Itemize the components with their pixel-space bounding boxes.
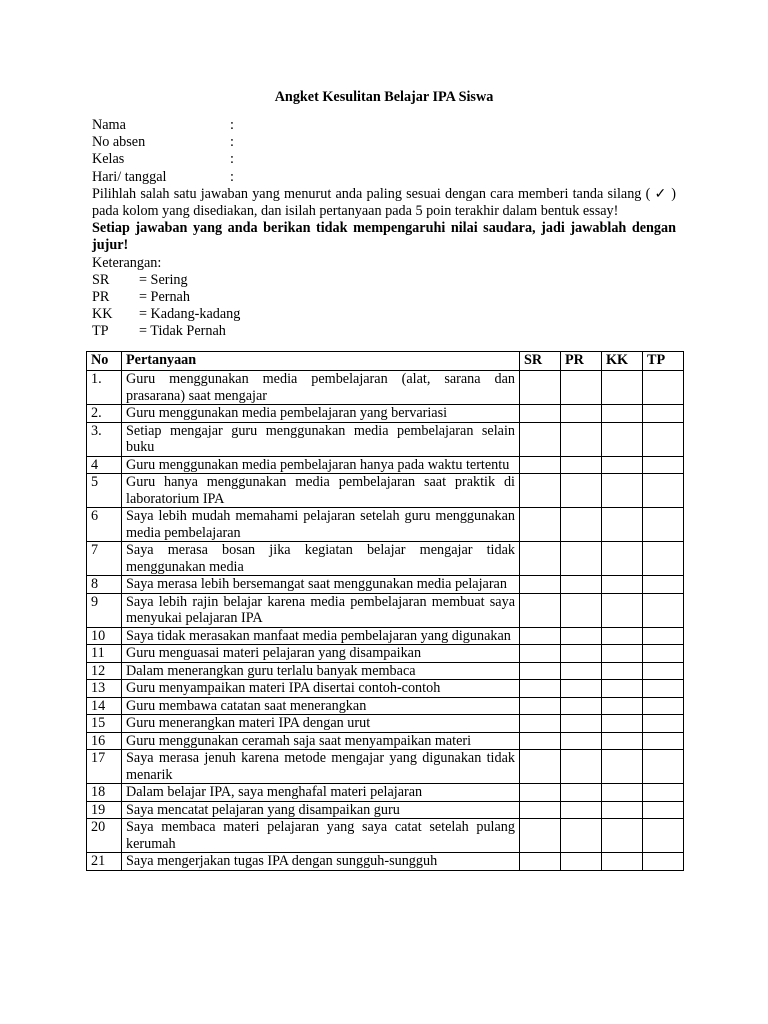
row-question: Saya lebih mudah memahami pelajaran setelah guru menggunakan media pembelajaran (122, 508, 520, 542)
row-number: 4 (87, 456, 122, 474)
table-row (87, 474, 684, 508)
table-row (87, 645, 684, 663)
answer-cell-sr[interactable] (520, 405, 561, 423)
answer-cell-pr[interactable] (561, 422, 602, 456)
answer-cell-tp[interactable] (643, 627, 684, 645)
document-title: Angket Kesulitan Belajar IPA Siswa (274, 89, 494, 105)
answer-cell-pr[interactable] (561, 508, 602, 542)
row-number: 17 (87, 750, 122, 784)
answer-cell-sr[interactable] (520, 508, 561, 542)
row-question: Guru membawa catatan saat menerangkan (122, 697, 520, 715)
table-row (87, 627, 684, 645)
table-row (87, 680, 684, 698)
answer-cell-sr[interactable] (520, 371, 561, 405)
legend-desc: = Sering (139, 271, 188, 288)
row-question: Setiap mengajar guru menggunakan media pembelajaran selain buku (122, 422, 520, 456)
answer-cell-kk[interactable] (602, 784, 643, 802)
answer-cell-pr[interactable] (561, 645, 602, 663)
answer-cell-tp[interactable] (643, 819, 684, 853)
field-row (92, 134, 676, 151)
answer-cell-sr[interactable] (520, 593, 561, 627)
field-separator[interactable]: : (230, 168, 234, 185)
header-kk: KK (602, 352, 643, 371)
legend-code: TP (92, 323, 109, 340)
field-separator[interactable]: : (230, 134, 234, 151)
row-number: 21 (87, 853, 122, 871)
row-number: 15 (87, 715, 122, 733)
intro-section (92, 117, 676, 341)
field-label: Hari/ tanggal (92, 168, 167, 185)
table-row (87, 732, 684, 750)
answer-cell-tp[interactable] (643, 662, 684, 680)
answer-cell-kk[interactable] (602, 697, 643, 715)
table-header-row (87, 352, 684, 371)
field-row (92, 169, 676, 186)
answer-cell-kk[interactable] (602, 542, 643, 576)
row-number: 7 (87, 542, 122, 576)
answer-cell-sr[interactable] (520, 801, 561, 819)
table-row (87, 542, 684, 576)
table-row (87, 405, 684, 423)
honesty-note: Setiap jawaban yang anda berikan tidak mempengaruhi nilai saudara, jadi jawablah dengan jujur! (92, 220, 676, 254)
answer-cell-sr[interactable] (520, 819, 561, 853)
instruction-text: Pilihlah salah satu jawaban yang menurut anda paling sesuai dengan cara memberi tanda silang ( ✓ ) pada kolom yang disediakan, dan isilah pertanyaan pada 5 poin terakhir dalam bentuk essay! (92, 185, 676, 220)
answer-cell-sr[interactable] (520, 645, 561, 663)
answer-cell-tp[interactable] (643, 405, 684, 423)
answer-cell-tp[interactable] (643, 801, 684, 819)
answer-cell-pr[interactable] (561, 662, 602, 680)
answer-cell-tp[interactable] (643, 715, 684, 733)
header-sr: SR (520, 352, 561, 371)
answer-cell-pr[interactable] (561, 371, 602, 405)
table-row (87, 662, 684, 680)
answer-cell-tp[interactable] (643, 853, 684, 871)
row-question: Dalam belajar IPA, saya menghafal materi pelajaran (122, 784, 520, 802)
answer-cell-kk[interactable] (602, 732, 643, 750)
answer-cell-pr[interactable] (561, 715, 602, 733)
answer-cell-sr[interactable] (520, 422, 561, 456)
header-tp: TP (643, 352, 684, 371)
row-question: Guru menggunakan media pembelajaran yang bervariasi (122, 405, 520, 423)
row-number: 16 (87, 732, 122, 750)
header-pr: PR (561, 352, 602, 371)
row-number: 11 (87, 645, 122, 663)
questionnaire-table (86, 351, 684, 871)
table-row (87, 593, 684, 627)
answer-cell-pr[interactable] (561, 474, 602, 508)
row-number: 10 (87, 627, 122, 645)
legend-title: Keterangan: (92, 254, 162, 271)
answer-cell-tp[interactable] (643, 750, 684, 784)
table-body (87, 371, 684, 871)
answer-cell-tp[interactable] (643, 697, 684, 715)
row-number: 8 (87, 576, 122, 594)
answer-cell-tp[interactable] (643, 508, 684, 542)
answer-cell-tp[interactable] (643, 593, 684, 627)
answer-cell-pr[interactable] (561, 819, 602, 853)
answer-cell-sr[interactable] (520, 750, 561, 784)
table-row (87, 853, 684, 871)
answer-cell-pr[interactable] (561, 576, 602, 594)
answer-cell-sr[interactable] (520, 542, 561, 576)
answer-cell-sr[interactable] (520, 732, 561, 750)
answer-cell-sr[interactable] (520, 853, 561, 871)
answer-cell-pr[interactable] (561, 853, 602, 871)
row-question: Saya lebih rajin belajar karena media pembelajaran membuat saya menyukai pelajaran IPA (122, 593, 520, 627)
answer-cell-sr[interactable] (520, 680, 561, 698)
answer-cell-kk[interactable] (602, 819, 643, 853)
row-number: 20 (87, 819, 122, 853)
row-number: 3. (87, 422, 122, 456)
header-no: No (87, 352, 122, 371)
header-question: Pertanyaan (122, 352, 520, 371)
row-question: Guru hanya menggunakan media pembelajaran saat praktik di laboratorium IPA (122, 474, 520, 508)
row-number: 12 (87, 662, 122, 680)
answer-cell-pr[interactable] (561, 801, 602, 819)
row-question: Guru menggunakan ceramah saja saat menyampaikan materi (122, 732, 520, 750)
answer-cell-tp[interactable] (643, 645, 684, 663)
field-row (92, 117, 676, 134)
answer-cell-pr[interactable] (561, 680, 602, 698)
answer-cell-kk[interactable] (602, 371, 643, 405)
row-number: 2. (87, 405, 122, 423)
legend-desc: = Tidak Pernah (139, 323, 226, 340)
answer-cell-tp[interactable] (643, 456, 684, 474)
row-question: Dalam menerangkan guru terlalu banyak membaca (122, 662, 520, 680)
answer-cell-kk[interactable] (602, 508, 643, 542)
answer-cell-kk[interactable] (602, 593, 643, 627)
answer-cell-kk[interactable] (602, 853, 643, 871)
legend-item (92, 289, 676, 306)
answer-cell-sr[interactable] (520, 784, 561, 802)
answer-cell-sr[interactable] (520, 715, 561, 733)
table-row (87, 801, 684, 819)
answer-cell-kk[interactable] (602, 474, 643, 508)
table-row (87, 819, 684, 853)
answer-cell-pr[interactable] (561, 542, 602, 576)
row-question: Guru menggunakan media pembelajaran (alat, sarana dan prasarana) saat mengajar (122, 371, 520, 405)
row-question: Guru menyampaikan materi IPA disertai contoh-contoh (122, 680, 520, 698)
row-question: Saya merasa bosan jika kegiatan belajar mengajar tidak menggunakan media (122, 542, 520, 576)
row-number: 1. (87, 371, 122, 405)
answer-cell-sr[interactable] (520, 576, 561, 594)
answer-cell-kk[interactable] (602, 715, 643, 733)
answer-cell-tp[interactable] (643, 784, 684, 802)
answer-cell-pr[interactable] (561, 784, 602, 802)
field-label: No absen (92, 134, 146, 151)
answer-cell-pr[interactable] (561, 697, 602, 715)
answer-cell-pr[interactable] (561, 627, 602, 645)
answer-cell-sr[interactable] (520, 627, 561, 645)
row-question: Guru menerangkan materi IPA dengan urut (122, 715, 520, 733)
row-number: 14 (87, 697, 122, 715)
answer-cell-pr[interactable] (561, 456, 602, 474)
answer-cell-pr[interactable] (561, 405, 602, 423)
legend-desc: = Kadang-kadang (139, 306, 241, 323)
answer-cell-pr[interactable] (561, 750, 602, 784)
legend-item (92, 272, 676, 289)
answer-cell-kk[interactable] (602, 422, 643, 456)
table-row (87, 422, 684, 456)
row-number: 6 (87, 508, 122, 542)
legend-code: KK (92, 306, 113, 323)
answer-cell-sr[interactable] (520, 697, 561, 715)
answer-cell-tp[interactable] (643, 680, 684, 698)
table-row (87, 784, 684, 802)
row-question: Saya tidak merasakan manfaat media pembelajaran yang digunakan (122, 627, 520, 645)
answer-cell-pr[interactable] (561, 732, 602, 750)
legend-code: SR (92, 271, 110, 288)
row-number: 5 (87, 474, 122, 508)
table-row (87, 715, 684, 733)
row-question: Saya merasa lebih bersemangat saat menggunakan media pelajaran (122, 576, 520, 594)
answer-cell-kk[interactable] (602, 801, 643, 819)
identity-fields (92, 117, 676, 186)
table-row (87, 697, 684, 715)
legend-desc: = Pernah (139, 289, 190, 306)
answer-cell-tp[interactable] (643, 542, 684, 576)
field-row (92, 151, 676, 168)
answer-cell-tp[interactable] (643, 371, 684, 405)
row-question: Saya merasa jenuh karena metode mengajar yang digunakan tidak menarik (122, 750, 520, 784)
row-number: 13 (87, 680, 122, 698)
table-row (87, 371, 684, 405)
legend-list (92, 272, 676, 341)
answer-cell-sr[interactable] (520, 662, 561, 680)
row-number: 9 (87, 593, 122, 627)
field-separator[interactable]: : (230, 117, 234, 133)
answer-cell-kk[interactable] (602, 680, 643, 698)
field-separator[interactable]: : (230, 151, 234, 168)
table-row (87, 456, 684, 474)
answer-cell-kk[interactable] (602, 405, 643, 423)
row-question: Guru menggunakan media pembelajaran hanya pada waktu tertentu (122, 456, 520, 474)
table-row (87, 508, 684, 542)
answer-cell-kk[interactable] (602, 645, 643, 663)
legend-item (92, 323, 676, 340)
answer-cell-kk[interactable] (602, 456, 643, 474)
answer-cell-tp[interactable] (643, 474, 684, 508)
row-question: Guru menguasai materi pelajaran yang disampaikan (122, 645, 520, 663)
row-number: 19 (87, 801, 122, 819)
row-question: Saya mengerjakan tugas IPA dengan sungguh-sungguh (122, 853, 520, 871)
answer-cell-sr[interactable] (520, 474, 561, 508)
answer-cell-tp[interactable] (643, 732, 684, 750)
row-question: Saya mencatat pelajaran yang disampaikan guru (122, 801, 520, 819)
answer-cell-sr[interactable] (520, 456, 561, 474)
field-label: Nama (92, 117, 126, 133)
row-question: Saya membaca materi pelajaran yang saya catat setelah pulang kerumah (122, 819, 520, 853)
field-label: Kelas (92, 151, 125, 168)
answer-cell-tp[interactable] (643, 422, 684, 456)
legend-code: PR (92, 289, 110, 306)
table-row (87, 576, 684, 594)
table-row (87, 750, 684, 784)
answer-cell-kk[interactable] (602, 662, 643, 680)
answer-cell-kk[interactable] (602, 750, 643, 784)
answer-cell-kk[interactable] (602, 627, 643, 645)
answer-cell-tp[interactable] (643, 576, 684, 594)
answer-cell-kk[interactable] (602, 576, 643, 594)
row-number: 18 (87, 784, 122, 802)
legend-item (92, 306, 676, 323)
answer-cell-pr[interactable] (561, 593, 602, 627)
